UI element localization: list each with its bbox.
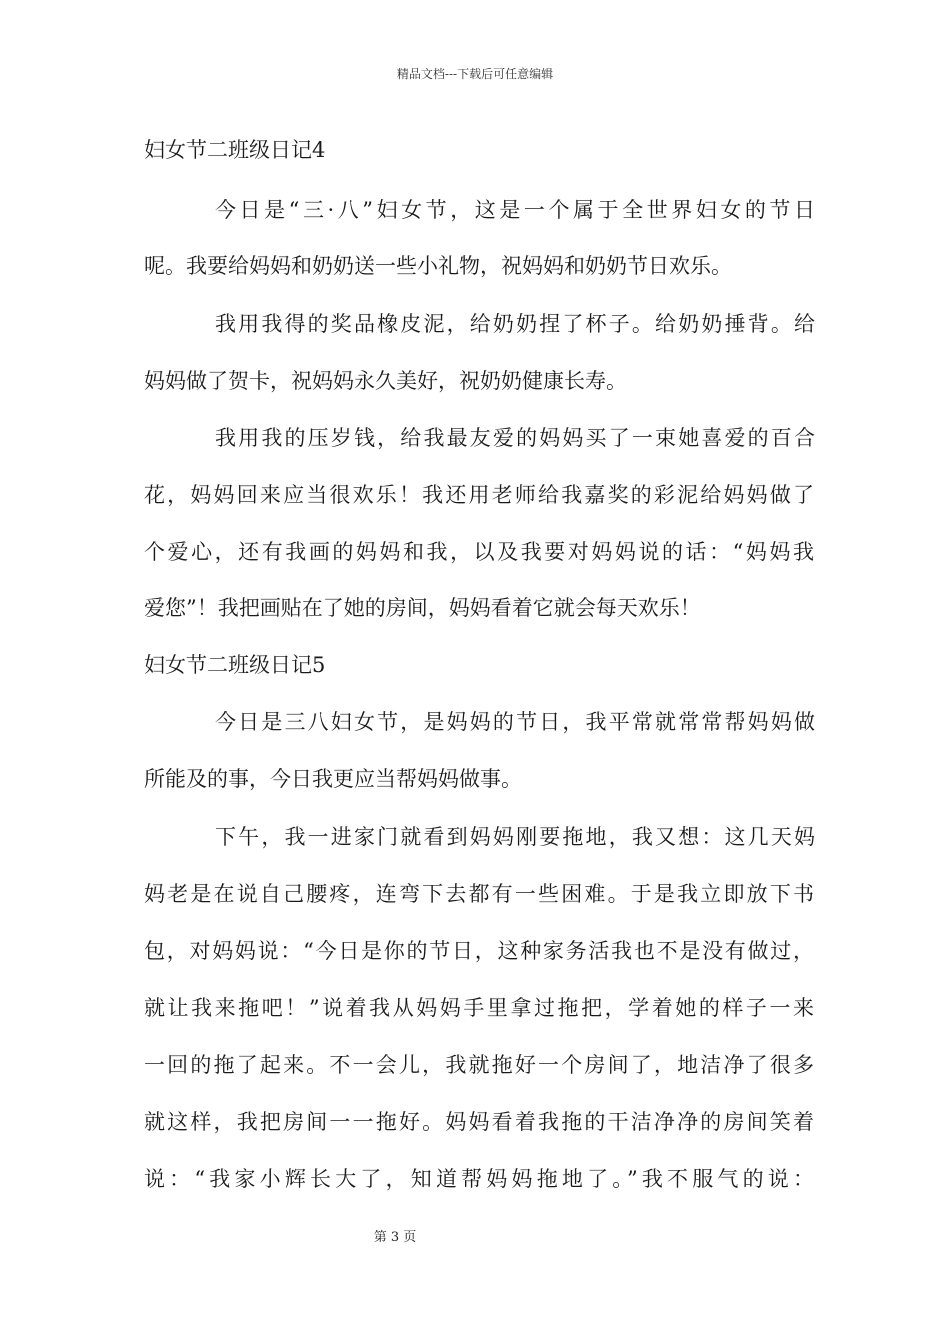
paragraph-line: 所能及的事，今日我更应当帮妈妈做事。: [144, 767, 522, 791]
paragraph-line: 下午，我一进家门就看到妈妈刚要拖地，我又想：这几天妈: [215, 825, 815, 849]
paragraph-line: 今日是三八妇女节，是妈妈的节日，我平常就常常帮妈妈做: [215, 710, 815, 734]
paragraph-line: 说：“我家小辉长大了，知道帮妈妈拖地了。”我不服气的说：: [144, 1167, 814, 1191]
paragraph-line: 爱您”！我把画贴在了她的房间，妈妈看着它就会每天欢乐！: [144, 596, 701, 620]
paragraph-line: 花，妈妈回来应当很欢乐！我还用老师给我嘉奖的彩泥给妈妈做了: [144, 483, 814, 507]
section-title: 妇女节二班级日记4: [144, 138, 326, 162]
paragraph-line: 妈老是在说自己腰疼，连弯下去都有一些困难。于是我立即放下书: [144, 882, 814, 906]
paragraph-line: 今日是“三·八”妇女节，这是一个属于全世界妇女的节日: [215, 198, 815, 222]
paragraph-line: 呢。我要给妈妈和奶奶送一些小礼物，祝妈妈和奶奶节日欢乐。: [144, 254, 732, 278]
page-header: 精品文档---下载后可任意编辑: [396, 67, 554, 81]
section-title: 妇女节二班级日记5: [144, 653, 326, 677]
paragraph-line: 我用我的压岁钱，给我最友爱的妈妈买了一束她喜爱的百合: [215, 426, 815, 450]
paragraph-line: 就让我来拖吧！”说着我从妈妈手里拿过拖把，学着她的样子一来: [144, 996, 814, 1020]
paragraph-line: 妈妈做了贺卡，祝妈妈永久美好，祝奶奶健康长寿。: [144, 369, 627, 393]
paragraph-line: 一回的拖了起来。不一会儿，我就拖好一个房间了，地洁净了很多: [144, 1053, 814, 1077]
paragraph-line: 包，对妈妈说：“今日是你的节日，这种家务活我也不是没有做过，: [144, 939, 814, 963]
paragraph-line: 个爱心，还有我画的妈妈和我，以及我要对妈妈说的话：“妈妈我: [144, 540, 814, 564]
paragraph-line: 就这样，我把房间一一拖好。妈妈看着我拖的干洁净净的房间笑着: [144, 1110, 814, 1134]
page-number: 第 3 页: [373, 1230, 417, 1245]
paragraph-line: 我用我得的奖品橡皮泥，给奶奶捏了杯子。给奶奶捶背。给: [215, 312, 815, 336]
